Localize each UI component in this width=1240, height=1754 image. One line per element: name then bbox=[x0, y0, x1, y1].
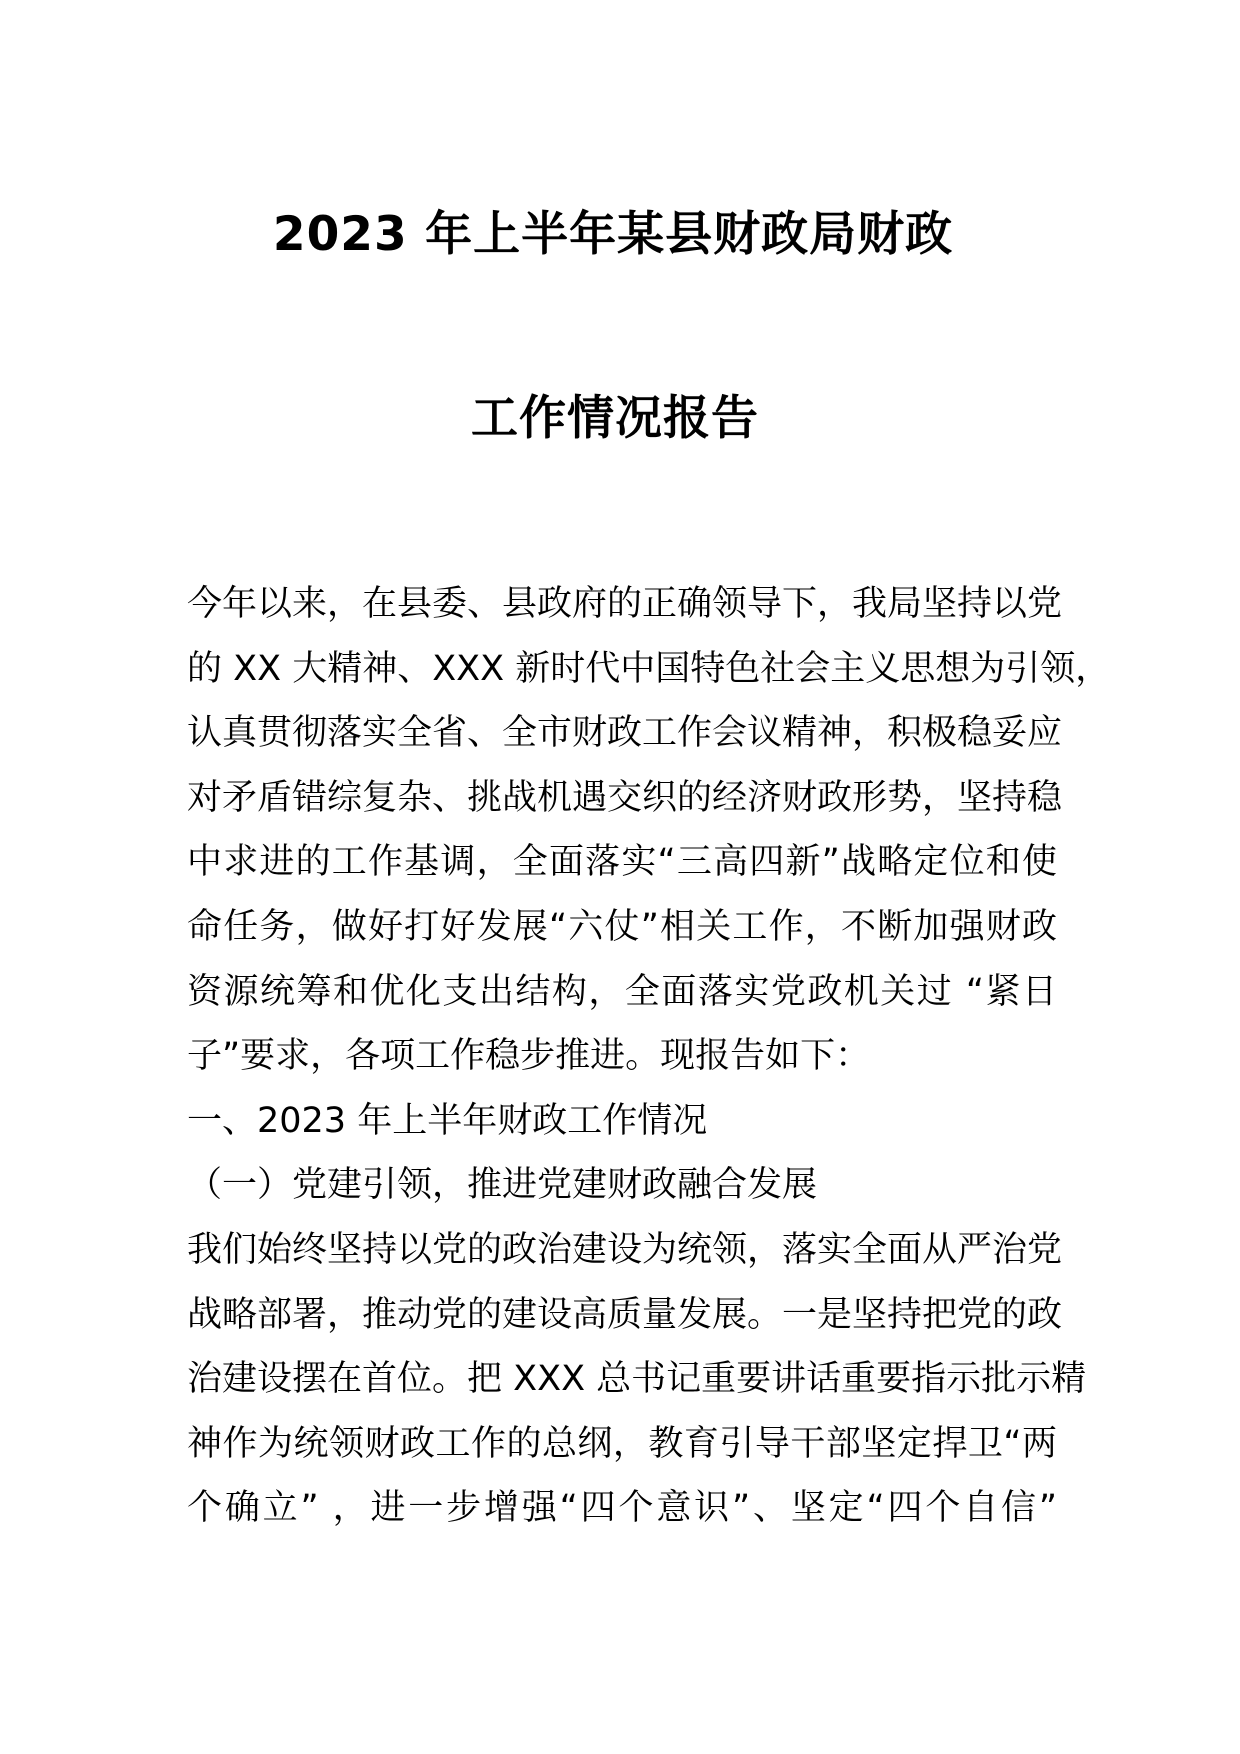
body-line: 神作为统领财政工作的总纲，教育引导干部坚定捍卫“两 bbox=[187, 1423, 1057, 1464]
body-line: 今年以来，在县委、县政府的正确领导下，我局坚持以党 bbox=[187, 584, 1063, 624]
body-line: 战略部署，推动党的建设高质量发展。一是坚持把党的政 bbox=[187, 1294, 1063, 1335]
document-title-line-1: 2023 年上半年某县财政局财政 bbox=[272, 207, 954, 262]
body-line: 中求进的工作基调，全面落实“三高四新”战略定位和使 bbox=[187, 842, 1057, 883]
body-line: 资源统筹和优化支出结构，全面落实党政机关过 “紧日 bbox=[187, 971, 1057, 1012]
document-body bbox=[187, 572, 1111, 1541]
body-line: 子”要求，各项工作稳步推进。现报告如下： bbox=[187, 1036, 871, 1077]
body-line: 对矛盾错综复杂、挑战机遇交织的经济财政形势，坚持稳 bbox=[187, 777, 1063, 818]
section-heading: 一、2023 年上半年财政工作情况 bbox=[187, 1100, 708, 1141]
body-line: 个确立” ，进一步增强“四个意识”、坚定“四个自信” bbox=[187, 1488, 1057, 1529]
document-title-line-2: 工作情况报告 bbox=[471, 391, 759, 446]
body-line: 命任务，做好打好发展“六仗”相关工作，不断加强财政 bbox=[187, 906, 1057, 947]
body-line: 的 XX 大精神、XXX 新时代中国特色社会主义思想为引领， bbox=[187, 648, 1111, 689]
body-line: 治建设摆在首位。把 XXX 总书记重要讲话重要指示批示精 bbox=[187, 1359, 1087, 1400]
body-line: 我们始终坚持以党的政治建设为统领，落实全面从严治党 bbox=[187, 1229, 1063, 1270]
subsection-heading: （一）党建引领，推进党建财政融合发展 bbox=[187, 1165, 818, 1206]
body-line: 认真贯彻落实全省、全市财政工作会议精神，积极稳妥应 bbox=[187, 713, 1063, 754]
